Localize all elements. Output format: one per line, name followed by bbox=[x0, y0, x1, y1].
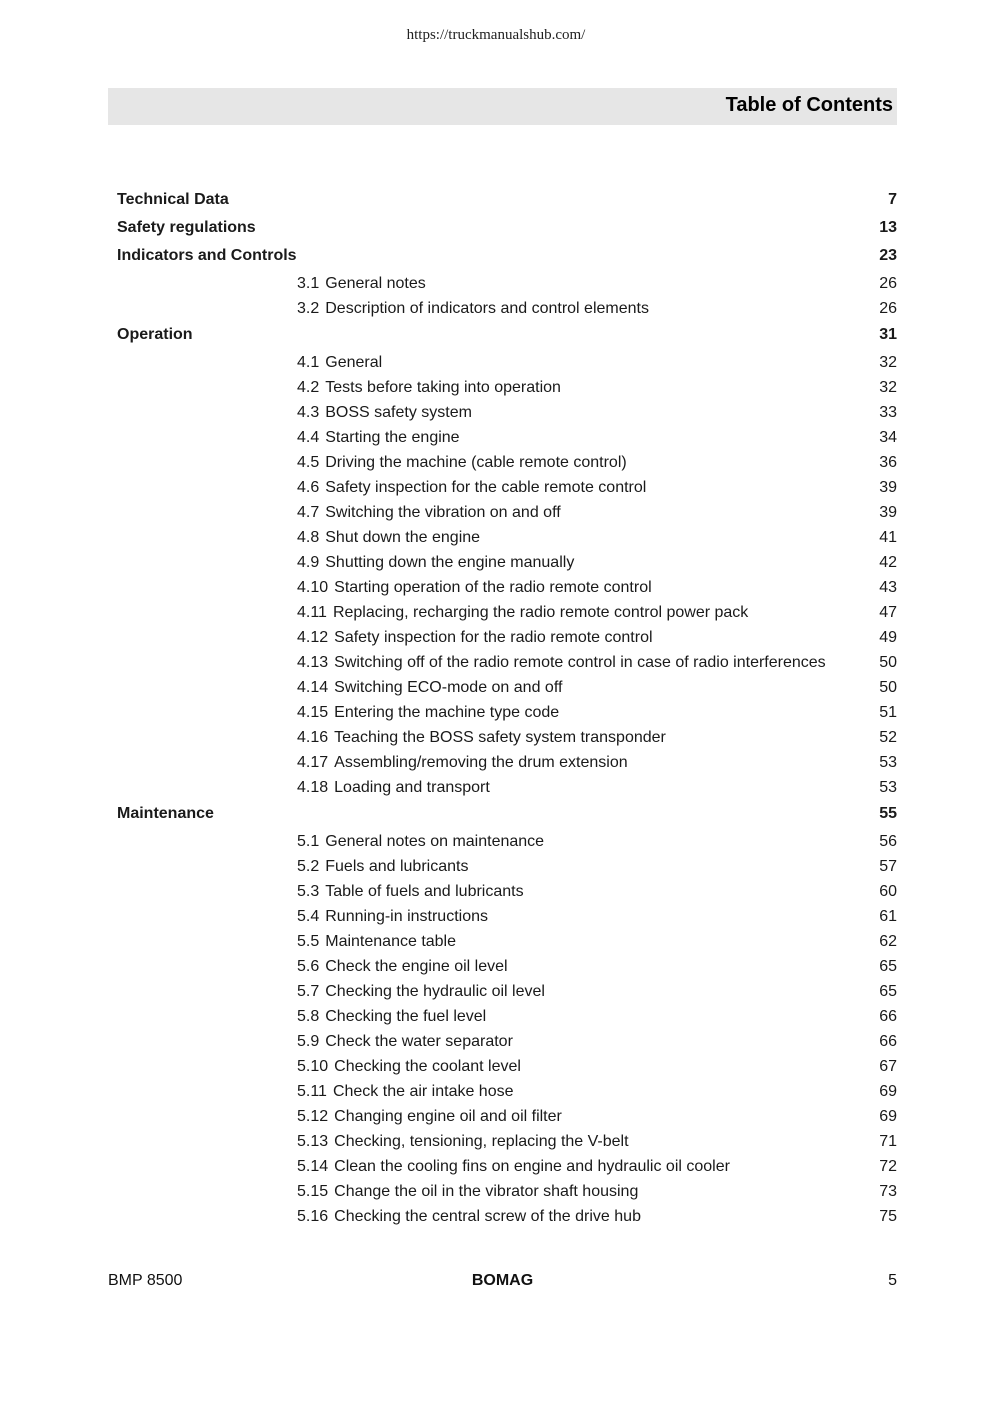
toc-section-row[interactable] bbox=[0, 980, 992, 1005]
toc-entry-title bbox=[297, 604, 748, 622]
toc-page-number: 47 bbox=[879, 604, 897, 621]
toc-section-number: 3.1 bbox=[297, 275, 320, 292]
toc-section-number: 4.3 bbox=[297, 404, 320, 421]
toc-entry-title bbox=[297, 629, 653, 647]
toc-entry-title bbox=[297, 1083, 514, 1101]
toc-page-number: 69 bbox=[879, 1083, 897, 1100]
toc-entry-title bbox=[297, 1133, 629, 1151]
toc-entry-title bbox=[297, 504, 561, 522]
toc-entry-title bbox=[297, 554, 574, 572]
toc-page-number: 73 bbox=[879, 1183, 897, 1200]
toc-entry-label: Technical Data bbox=[117, 191, 229, 208]
toc-entry-label: Teaching the BOSS safety system transponder bbox=[334, 729, 666, 746]
footer-brand: BOMAG bbox=[471, 1272, 534, 1289]
toc-section-number: 4.12 bbox=[297, 629, 329, 646]
toc-entry-title bbox=[297, 454, 627, 472]
toc-entry-label: Loading and transport bbox=[334, 779, 490, 796]
toc-entry-title bbox=[297, 679, 562, 697]
toc-section-number: 5.16 bbox=[297, 1208, 329, 1225]
toc-entry-title bbox=[297, 300, 649, 318]
toc-page-number: 49 bbox=[879, 629, 897, 646]
toc-section-number: 5.11 bbox=[297, 1083, 327, 1100]
toc-page-number: 50 bbox=[879, 679, 897, 696]
table-of-contents bbox=[0, 187, 992, 1230]
toc-page-number: 39 bbox=[879, 479, 897, 496]
toc-entry-label: Tests before taking into operation bbox=[325, 379, 561, 396]
toc-entry-label: General notes bbox=[325, 275, 426, 292]
toc-section-number: 5.12 bbox=[297, 1108, 329, 1125]
toc-chapter-row[interactable] bbox=[0, 801, 992, 829]
footer-model: BMP 8500 bbox=[108, 1272, 183, 1289]
toc-section-number: 4.15 bbox=[297, 704, 329, 721]
toc-section-row[interactable] bbox=[0, 1180, 992, 1205]
toc-entry-label: Indicators and Controls bbox=[117, 247, 297, 264]
toc-entry-label: Starting the engine bbox=[325, 429, 460, 446]
toc-section-number: 5.6 bbox=[297, 958, 320, 975]
toc-entry-label: Check the air intake hose bbox=[332, 1083, 514, 1100]
toc-section-row[interactable] bbox=[0, 526, 992, 551]
toc-section-number: 4.7 bbox=[297, 504, 320, 521]
toc-entry-title bbox=[297, 704, 559, 722]
toc-section-row[interactable] bbox=[0, 501, 992, 526]
toc-entry-label: Switching the vibration on and off bbox=[325, 504, 561, 521]
toc-page-number: 71 bbox=[879, 1133, 897, 1150]
toc-section-row[interactable] bbox=[0, 401, 992, 426]
toc-section-number: 4.10 bbox=[297, 579, 329, 596]
toc-section-number: 5.7 bbox=[297, 983, 320, 1000]
toc-entry-title bbox=[297, 1108, 562, 1126]
toc-section-row[interactable] bbox=[0, 1105, 992, 1130]
toc-section-row[interactable] bbox=[0, 1030, 992, 1055]
page-footer bbox=[108, 1272, 897, 1292]
toc-entry-label: Check the engine oil level bbox=[325, 958, 508, 975]
toc-entry-title bbox=[297, 275, 426, 293]
toc-section-row[interactable] bbox=[0, 1055, 992, 1080]
toc-entry-title bbox=[117, 247, 297, 265]
toc-page-number: 50 bbox=[879, 654, 897, 671]
toc-entry-title bbox=[297, 883, 524, 901]
toc-entry-title bbox=[297, 579, 652, 597]
toc-entry-title bbox=[297, 479, 646, 497]
toc-entry-title bbox=[297, 729, 666, 747]
toc-section-row[interactable] bbox=[0, 451, 992, 476]
toc-entry-title bbox=[297, 958, 508, 976]
toc-entry-title bbox=[117, 191, 229, 209]
toc-page-number: 41 bbox=[879, 529, 897, 546]
toc-entry-label: Shut down the engine bbox=[325, 529, 481, 546]
toc-entry-label: Safety inspection for the radio remote control bbox=[334, 629, 653, 646]
toc-page-number: 26 bbox=[879, 300, 897, 317]
title-bar bbox=[108, 88, 897, 125]
toc-section-row[interactable] bbox=[0, 726, 992, 751]
toc-entry-label: Fuels and lubricants bbox=[325, 858, 469, 875]
toc-section-number: 5.10 bbox=[297, 1058, 329, 1075]
toc-page-number: 31 bbox=[879, 326, 897, 343]
toc-section-row[interactable] bbox=[0, 551, 992, 576]
toc-entry-label: Maintenance table bbox=[325, 933, 457, 950]
page-title: Table of Contents bbox=[725, 94, 893, 116]
toc-section-row[interactable] bbox=[0, 426, 992, 451]
toc-entry-label: Checking the central screw of the drive hub bbox=[334, 1208, 641, 1225]
toc-entry-label: BOSS safety system bbox=[325, 404, 472, 421]
toc-entry-title bbox=[297, 1033, 513, 1051]
toc-entry-title bbox=[297, 779, 490, 797]
toc-section-row[interactable] bbox=[0, 576, 992, 601]
toc-chapter-row[interactable] bbox=[0, 322, 992, 350]
toc-entry-label: Table of fuels and lubricants bbox=[325, 883, 524, 900]
toc-entry-label: Maintenance bbox=[117, 805, 214, 822]
toc-page-number: 56 bbox=[879, 833, 897, 850]
toc-page-number: 51 bbox=[879, 704, 897, 721]
toc-entry-title bbox=[297, 1058, 521, 1076]
toc-section-number: 5.1 bbox=[297, 833, 320, 850]
toc-entry-label: Assembling/removing the drum extension bbox=[334, 754, 628, 771]
toc-entry-label: Safety regulations bbox=[117, 219, 256, 236]
toc-chapter-row[interactable] bbox=[0, 243, 992, 271]
toc-section-row[interactable] bbox=[0, 297, 992, 322]
toc-section-row[interactable] bbox=[0, 930, 992, 955]
toc-entry-label: Safety inspection for the cable remote control bbox=[325, 479, 647, 496]
toc-entry-label: Description of indicators and control elements bbox=[325, 300, 649, 317]
toc-section-number: 5.14 bbox=[297, 1158, 329, 1175]
toc-chapter-row[interactable] bbox=[0, 215, 992, 243]
toc-entry-title bbox=[297, 833, 544, 851]
toc-page-number: 42 bbox=[879, 554, 897, 571]
toc-page-number: 39 bbox=[879, 504, 897, 521]
toc-section-number: 5.13 bbox=[297, 1133, 329, 1150]
toc-entry-label: Switching off of the radio remote control in case of radio interferences bbox=[334, 654, 826, 671]
toc-section-row[interactable] bbox=[0, 1155, 992, 1180]
toc-entry-label: Operation bbox=[117, 326, 193, 343]
toc-page-number: 66 bbox=[879, 1008, 897, 1025]
toc-entry-label: Change the oil in the vibrator shaft housing bbox=[334, 1183, 639, 1200]
toc-page-number: 57 bbox=[879, 858, 897, 875]
toc-entry-label: Replacing, recharging the radio remote control power pack bbox=[332, 604, 749, 621]
toc-entry-title bbox=[297, 1008, 486, 1026]
toc-page-number: 32 bbox=[879, 379, 897, 396]
toc-section-number: 3.2 bbox=[297, 300, 320, 317]
toc-entry-label: Clean the cooling fins on engine and hydraulic oil cooler bbox=[334, 1158, 730, 1175]
toc-entry-title bbox=[297, 429, 460, 447]
toc-section-number: 5.15 bbox=[297, 1183, 329, 1200]
toc-page-number: 60 bbox=[879, 883, 897, 900]
toc-page-number: 32 bbox=[879, 354, 897, 371]
toc-section-row[interactable] bbox=[0, 601, 992, 626]
toc-page-number: 36 bbox=[879, 454, 897, 471]
toc-entry-title bbox=[297, 354, 382, 372]
toc-page-number: 62 bbox=[879, 933, 897, 950]
toc-page-number: 52 bbox=[879, 729, 897, 746]
toc-page-number: 13 bbox=[879, 219, 897, 236]
toc-page-number: 66 bbox=[879, 1033, 897, 1050]
toc-entry-title bbox=[297, 983, 545, 1001]
toc-section-row[interactable] bbox=[0, 955, 992, 980]
toc-entry-label: Switching ECO-mode on and off bbox=[334, 679, 563, 696]
toc-section-number: 4.18 bbox=[297, 779, 329, 796]
toc-entry-title bbox=[297, 654, 826, 672]
toc-entry-title bbox=[117, 326, 193, 344]
toc-entry-title bbox=[297, 754, 628, 772]
toc-section-row[interactable] bbox=[0, 376, 992, 401]
toc-page-number: 26 bbox=[879, 275, 897, 292]
toc-section-row[interactable] bbox=[0, 1005, 992, 1030]
toc-section-number: 4.6 bbox=[297, 479, 320, 496]
toc-section-number: 4.11 bbox=[297, 604, 327, 621]
toc-page-number: 65 bbox=[879, 983, 897, 1000]
toc-section-row[interactable] bbox=[0, 351, 992, 376]
toc-entry-title bbox=[297, 1208, 641, 1226]
toc-page-number: 69 bbox=[879, 1108, 897, 1125]
toc-section-number: 4.1 bbox=[297, 354, 320, 371]
toc-section-row[interactable] bbox=[0, 676, 992, 701]
toc-section-number: 4.4 bbox=[297, 429, 320, 446]
toc-entry-label: General notes on maintenance bbox=[325, 833, 545, 850]
source-url: https://truckmanualshub.com/ bbox=[406, 27, 586, 43]
toc-entry-title bbox=[117, 805, 214, 823]
toc-page-number: 55 bbox=[879, 805, 897, 822]
toc-entry-title bbox=[297, 933, 456, 951]
footer-page-number: 5 bbox=[888, 1272, 897, 1289]
toc-section-row[interactable] bbox=[0, 272, 992, 297]
toc-entry-title bbox=[297, 379, 561, 397]
toc-section-row[interactable] bbox=[0, 1080, 992, 1105]
toc-section-number: 4.9 bbox=[297, 554, 320, 571]
toc-section-row[interactable] bbox=[0, 476, 992, 501]
toc-entry-label: Shutting down the engine manually bbox=[325, 554, 575, 571]
toc-entry-title bbox=[297, 1183, 638, 1201]
toc-entry-title bbox=[297, 404, 472, 422]
toc-section-row[interactable] bbox=[0, 626, 992, 651]
toc-entry-label: Checking the fuel level bbox=[325, 1008, 487, 1025]
toc-section-row[interactable] bbox=[0, 880, 992, 905]
toc-section-number: 5.2 bbox=[297, 858, 320, 875]
toc-section-number: 4.13 bbox=[297, 654, 329, 671]
toc-entry-label: Check the water separator bbox=[325, 1033, 513, 1050]
toc-entry-title bbox=[297, 858, 468, 876]
toc-page-number: 75 bbox=[879, 1208, 897, 1225]
toc-section-number: 4.8 bbox=[297, 529, 320, 546]
toc-section-row[interactable] bbox=[0, 751, 992, 776]
toc-page-number: 72 bbox=[879, 1158, 897, 1175]
toc-section-row[interactable] bbox=[0, 1130, 992, 1155]
toc-entry-label: Running-in instructions bbox=[325, 908, 488, 925]
toc-section-number: 5.8 bbox=[297, 1008, 320, 1025]
toc-page-number: 33 bbox=[879, 404, 897, 421]
toc-section-row[interactable] bbox=[0, 701, 992, 726]
toc-section-row[interactable] bbox=[0, 855, 992, 880]
toc-entry-title bbox=[297, 1158, 730, 1176]
toc-entry-label: Checking the coolant level bbox=[334, 1058, 521, 1075]
toc-chapter-row[interactable] bbox=[0, 187, 992, 215]
toc-entry-label: General bbox=[325, 354, 383, 371]
toc-section-number: 5.3 bbox=[297, 883, 320, 900]
toc-entry-label: Starting operation of the radio remote control bbox=[334, 579, 652, 596]
toc-entry-title bbox=[297, 529, 480, 547]
toc-page-number: 43 bbox=[879, 579, 897, 596]
toc-section-row[interactable] bbox=[0, 830, 992, 855]
toc-section-number: 5.9 bbox=[297, 1033, 320, 1050]
toc-section-number: 4.16 bbox=[297, 729, 329, 746]
toc-entry-label: Changing engine oil and oil filter bbox=[334, 1108, 562, 1125]
toc-page-number: 34 bbox=[879, 429, 897, 446]
toc-page-number: 53 bbox=[879, 779, 897, 796]
toc-page-number: 7 bbox=[888, 191, 897, 208]
toc-section-number: 5.5 bbox=[297, 933, 320, 950]
toc-entry-label: Entering the machine type code bbox=[334, 704, 560, 721]
toc-section-number: 4.2 bbox=[297, 379, 320, 396]
toc-page-number: 65 bbox=[879, 958, 897, 975]
toc-page-number: 67 bbox=[879, 1058, 897, 1075]
toc-section-row[interactable] bbox=[0, 776, 992, 801]
toc-entry-label: Driving the machine (cable remote control) bbox=[325, 454, 627, 471]
toc-entry-title bbox=[297, 908, 488, 926]
toc-section-number: 4.17 bbox=[297, 754, 329, 771]
toc-page-number: 23 bbox=[879, 247, 897, 264]
toc-section-number: 4.5 bbox=[297, 454, 320, 471]
toc-entry-label: Checking the hydraulic oil level bbox=[325, 983, 545, 1000]
toc-section-row[interactable] bbox=[0, 905, 992, 930]
toc-page-number: 53 bbox=[879, 754, 897, 771]
toc-section-number: 5.4 bbox=[297, 908, 320, 925]
toc-section-number: 4.14 bbox=[297, 679, 329, 696]
toc-page-number: 61 bbox=[879, 908, 897, 925]
toc-section-row[interactable] bbox=[0, 1205, 992, 1230]
toc-entry-label: Checking, tensioning, replacing the V-belt bbox=[334, 1133, 629, 1150]
toc-section-row[interactable] bbox=[0, 651, 992, 676]
toc-entry-title bbox=[117, 219, 256, 237]
